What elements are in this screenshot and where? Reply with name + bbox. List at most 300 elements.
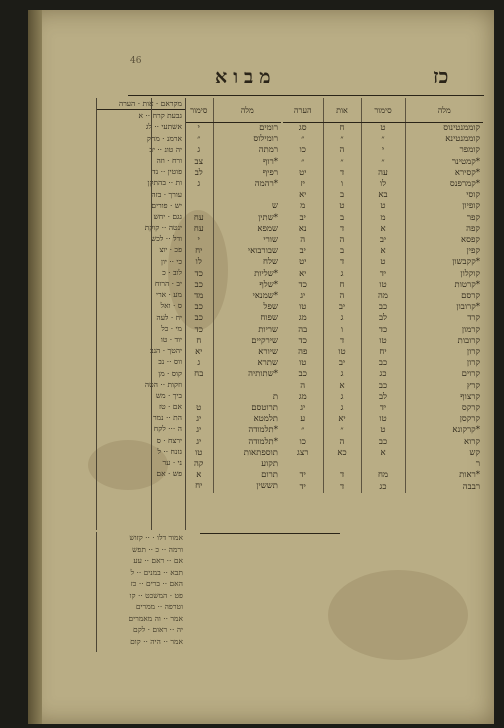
entry-ref: ג [323, 392, 361, 403]
entry-word: שורי [213, 235, 281, 246]
entry-word: קוסי [405, 190, 483, 201]
entry-ref: ״ [361, 134, 405, 145]
entry-ref: יד [299, 470, 306, 481]
entry-ref: יב [323, 302, 361, 313]
entry-ref: ג [323, 269, 361, 280]
entry-word: שיורא [213, 347, 281, 358]
entry-ref: יז [300, 179, 306, 190]
entry-word: שתרא [213, 358, 281, 369]
entry-ref: ט [361, 201, 405, 212]
strip-line: אמר ·· היה ·· קום [130, 636, 183, 646]
table-row [283, 369, 483, 380]
entry-word: קומפר [405, 145, 483, 156]
entry-ref: יד [361, 269, 405, 280]
index-table-left [185, 98, 281, 493]
page-title: מבוא [215, 66, 277, 88]
entry-ref [185, 201, 213, 212]
entry-ref: ד [323, 224, 361, 235]
table-row [283, 190, 483, 201]
entry-ref: טו [361, 414, 405, 425]
table-row [283, 145, 483, 156]
entry-word: שריות [213, 325, 281, 336]
entry-ref: כד [194, 324, 203, 335]
table-row [283, 157, 483, 168]
strip-line: קוס · מן [158, 368, 182, 378]
entry-ref: כב [361, 358, 405, 369]
entry-word: קרקסן [405, 414, 483, 425]
table-row [185, 425, 281, 436]
entry-ref: יח [195, 481, 203, 492]
entry-ref: ה [323, 437, 361, 448]
entry-word: שירקיים [213, 336, 281, 347]
entry-ref: עח [193, 212, 204, 223]
table-row [185, 123, 281, 135]
entry-ref: ״ [323, 425, 361, 436]
table-row [283, 201, 483, 212]
entry-ref: יב [323, 358, 361, 369]
table-row [185, 369, 281, 380]
table-row [283, 425, 483, 436]
entry-ref: ע [300, 414, 306, 425]
entry-ref: כד [194, 268, 203, 279]
strip-line: ינטה ·· קוקת [144, 223, 182, 233]
entry-ref: יג [300, 403, 306, 414]
strip-line: אם ·· ראם ·· עע [133, 556, 183, 565]
entry-ref: מד [194, 291, 204, 302]
table-row [185, 302, 281, 313]
table-row [185, 459, 281, 470]
entry-word: קוקלון [405, 269, 483, 280]
entry-ref: בח [194, 369, 204, 380]
entry-ref: ג [323, 403, 361, 414]
strip-line: לוב · כ [162, 267, 182, 277]
strip-line: יה ·· ראום · לקם [133, 625, 183, 634]
entry-ref: יג [300, 291, 306, 302]
table-row [283, 437, 483, 448]
entry-ref: קה [194, 459, 204, 470]
entry-ref: ב [323, 246, 361, 257]
table-row [283, 246, 483, 257]
entry-word: *תלמודה [213, 425, 281, 436]
strip-line: יב · הרוח [154, 279, 182, 288]
table-row [185, 481, 281, 492]
entry-ref: ח [196, 335, 202, 346]
entry-ref: ג [197, 358, 201, 369]
page-number: כז [433, 64, 449, 88]
entry-ref: כא [323, 448, 361, 459]
entry-ref: כב [361, 437, 405, 448]
strip-line: ני · ער [162, 458, 182, 467]
entry-ref: ו [323, 325, 361, 336]
entry-ref: כב [194, 279, 203, 290]
entry-word: קוממנטינא [405, 134, 483, 145]
entry-ref: ״ [323, 157, 361, 168]
strip-line: יה טונ ·· יב [149, 144, 182, 154]
table-row [283, 482, 483, 493]
table-row [185, 224, 281, 235]
entry-word: שפוח [213, 313, 281, 324]
entry-ref: יא [323, 414, 361, 425]
entry-ref: א [323, 381, 361, 392]
entry-ref: מג [298, 313, 307, 324]
entry-ref: כב [194, 313, 203, 324]
table-row [185, 168, 281, 179]
entry-ref: ט [361, 123, 405, 135]
entry-ref [361, 459, 405, 470]
strip-line: גבעת קרח ·· א [138, 111, 182, 121]
entry-ref: לו [195, 257, 202, 268]
strip-line: הת ·· נמר [153, 413, 182, 423]
table-row [185, 336, 281, 347]
entry-word: קרמון [405, 325, 483, 336]
strip-line: פש · אם [156, 469, 182, 479]
entry-ref: יד [299, 481, 306, 492]
entry-ref: א [361, 246, 405, 257]
adjacent-page-lower-strip [96, 532, 185, 652]
entry-ref [185, 381, 213, 392]
entry-ref: ג [323, 313, 361, 324]
entry-word: קרקס [405, 403, 483, 414]
entry-ref: יב [299, 246, 306, 257]
table-row [283, 280, 483, 291]
strip-line: יוד · טו [160, 334, 182, 344]
entry-ref: סג [298, 123, 307, 133]
entry-ref: ט [323, 201, 361, 212]
table-row [283, 392, 483, 403]
entry-ref: ה [323, 235, 361, 246]
entry-word: שמפא [213, 224, 281, 235]
entry-ref: כד [361, 325, 405, 336]
entry-word: רמתה [213, 145, 281, 156]
strip-line: פכ · יוצ [159, 245, 182, 255]
column-header-word: מלה [405, 98, 483, 123]
entry-word: *קמטינר [405, 157, 483, 168]
strip-line: אמור דלו · ·· קזוש [129, 533, 183, 542]
strip-line: ורמה ·· כ ·· תפש [132, 544, 183, 554]
table-row [283, 470, 483, 481]
entry-ref: טו [299, 302, 307, 313]
strip-line: אשתעי ·· לג [145, 122, 182, 132]
entry-ref: ״ [361, 157, 405, 168]
entry-word: *קרובון [405, 302, 483, 313]
entry-word [213, 381, 281, 392]
entry-ref: ה [300, 235, 306, 246]
strip-line: מי · כל [161, 323, 182, 333]
entry-word: קפסא [405, 235, 483, 246]
entry-ref: ד [323, 257, 361, 268]
table-row [185, 235, 281, 246]
entry-ref: טו [361, 280, 405, 291]
entry-ref: יג [196, 425, 202, 436]
entry-ref: ד [323, 336, 361, 347]
entry-word: *שתותיה [213, 369, 281, 380]
column-header-note: הערה [283, 98, 323, 123]
entry-word: קרסם [405, 291, 483, 302]
table-row [185, 392, 281, 403]
table-row [185, 414, 281, 425]
table-row [283, 448, 483, 459]
entry-ref: יב [361, 235, 405, 246]
entry-ref: ב [323, 213, 361, 224]
entry-ref: ״ [197, 134, 201, 145]
entry-word: *קסירא [405, 168, 483, 179]
entry-word: קרובות [405, 336, 483, 347]
entry-word: תרום [213, 470, 281, 481]
strip-line: ות ·· בהתקן [147, 178, 182, 188]
entry-ref: נא [298, 223, 307, 234]
table-row [185, 291, 281, 302]
entry-word: תששין [213, 481, 281, 492]
entry-ref: לב [361, 313, 405, 324]
table-row [185, 257, 281, 268]
table-row [283, 459, 483, 470]
entry-ref: ט [361, 257, 405, 268]
entry-word: שבורבואי [213, 246, 281, 257]
entry-word: ר [405, 459, 483, 470]
entry-ref: לב [361, 392, 405, 403]
entry-word: רפיף [213, 168, 281, 179]
entry-ref: יד [361, 403, 405, 414]
entry-ref: כב [361, 302, 405, 313]
entry-ref: ״ [323, 134, 361, 145]
strip-line: גגם · יחש [153, 211, 182, 221]
entry-ref [185, 190, 213, 201]
entry-word: קרץ [405, 381, 483, 392]
entry-word: *שתין [213, 213, 281, 224]
entry-ref: י [361, 145, 405, 156]
strip-line: עורך · בזה [151, 189, 182, 199]
table-row [283, 235, 483, 246]
entry-word: *קקבשון [405, 257, 483, 268]
entry-ref: כג [361, 482, 405, 493]
strip-line: ווס ·· נב [158, 357, 182, 367]
strip-line: כי ·· יון [161, 256, 182, 266]
entry-ref: ג [197, 179, 201, 190]
entry-ref: יג [196, 436, 202, 447]
table-row [185, 313, 281, 324]
strip-line: גזנח ·· ל [157, 446, 182, 456]
table-row [185, 437, 281, 448]
entry-ref: ה [323, 145, 361, 156]
table-row [283, 403, 483, 414]
table-row [283, 291, 483, 302]
entry-ref: ח [323, 280, 361, 291]
strip-line: יהטך · הנב [149, 346, 182, 356]
strip-line: ביך · מש [155, 390, 182, 400]
table-row [283, 179, 483, 190]
entry-ref: יח [195, 246, 203, 257]
entry-word: קרון [405, 347, 483, 358]
entry-ref [283, 459, 323, 470]
entry-word: *קמרפנס [405, 179, 483, 190]
entry-ref: ג [323, 369, 361, 380]
entry-word: רומילוס [213, 134, 281, 145]
entry-word: תרוטסם [213, 403, 281, 414]
entry-ref: עה [361, 168, 405, 179]
table-row [283, 414, 483, 425]
entry-ref: א [361, 224, 405, 235]
table-row [185, 201, 281, 212]
entry-ref: יג [196, 414, 202, 425]
entry-word: *רהמה [213, 179, 281, 190]
table-row [283, 358, 483, 369]
entry-word: קש [405, 448, 483, 459]
table-row [185, 246, 281, 257]
entry-ref: יא [299, 190, 307, 201]
entry-ref: ג [197, 145, 201, 156]
entry-ref: ט [196, 403, 202, 414]
entry-word: תקוע [213, 459, 281, 470]
table-row [283, 347, 483, 358]
entry-word: שפל [213, 302, 281, 313]
index-table-right [283, 98, 483, 493]
strip-line: ורח · וזה [156, 155, 182, 165]
strip-line: יש · פורים [151, 200, 182, 210]
strip-line: ארמנ · מחק [146, 133, 182, 143]
entry-word: קרוא [405, 437, 483, 448]
entry-ref: ״ [301, 156, 305, 167]
entry-word: רבבה [405, 482, 483, 493]
entry-ref: י [197, 235, 200, 246]
entry-ref: רצג [297, 447, 309, 458]
entry-ref: כו [299, 436, 306, 447]
column-header-symbol: סימור [361, 98, 405, 123]
table-row [185, 190, 281, 201]
entry-ref [323, 459, 361, 470]
strip-line: ה ··· לקח [153, 424, 182, 434]
strip-line: תבא ·· במנים ·· ל [130, 567, 183, 577]
entry-ref: מ [361, 213, 405, 224]
entry-ref: כד [298, 335, 307, 346]
table-row [283, 123, 483, 135]
entry-ref: יא [299, 268, 307, 279]
entry-ref: כב [194, 302, 203, 313]
entry-word: *שמנאי [213, 291, 281, 302]
entry-word: *קרטות [405, 280, 483, 291]
strip-line: יח · לעה [156, 312, 182, 322]
entry-ref: טו [323, 347, 361, 358]
adjacent-page-strip [96, 98, 186, 530]
entry-ref: עח [193, 223, 204, 234]
entry-ref: ה [300, 380, 306, 391]
entry-word: קפין [405, 246, 483, 257]
entry-word: ת [213, 392, 281, 403]
entry-ref: א [196, 470, 202, 481]
entry-ref: יח [361, 347, 405, 358]
entry-ref: כב [298, 369, 307, 380]
table-row [185, 157, 281, 168]
page-spine [28, 10, 42, 724]
entry-ref: מג [298, 391, 307, 402]
entry-word [213, 190, 281, 201]
entry-ref: בה [298, 324, 308, 335]
entry-word: קפה [405, 224, 483, 235]
entry-ref: ״ [301, 134, 305, 145]
table-row [185, 145, 281, 156]
entry-ref: ״ [301, 425, 305, 436]
entry-ref: ח [323, 123, 361, 135]
entry-word: *ראות [405, 470, 483, 481]
entry-ref: יא [195, 347, 203, 358]
entry-ref: ה [323, 291, 361, 302]
entry-ref: לו [361, 179, 405, 190]
entry-ref: מ [300, 201, 306, 212]
entry-word: *רוף [213, 157, 281, 168]
table-row [283, 381, 483, 392]
entry-ref: מה [361, 291, 405, 302]
entry-word: תלמטא [213, 414, 281, 425]
column-header-word: מלה [213, 98, 281, 123]
strip-line: ס · ואל [160, 301, 182, 311]
entry-ref: פה [298, 347, 308, 358]
header-rule [128, 95, 484, 96]
entry-word: קרצוף [405, 392, 483, 403]
footnote-rule [200, 533, 340, 534]
table-row [185, 403, 281, 414]
entry-ref: י [197, 123, 200, 133]
table-row [283, 257, 483, 268]
table-row [185, 269, 281, 280]
column-header-letter: אות [323, 98, 361, 123]
entry-word: *שליות [213, 269, 281, 280]
table-row [185, 325, 281, 336]
entry-ref: ד [323, 482, 361, 493]
strip-line: אמר ·· וה מאמרים [128, 613, 183, 623]
strip-line: פוטין ·· נד [152, 167, 182, 177]
entry-word: קרוים [405, 369, 483, 380]
entry-ref: ו [323, 179, 361, 190]
table-row [283, 224, 483, 235]
strip-line: מע · ארי [156, 290, 182, 300]
entry-ref: טו [195, 447, 203, 458]
entry-ref: לב [194, 167, 203, 178]
table-row [283, 325, 483, 336]
entry-ref: יב [299, 212, 306, 223]
entry-ref: כג [361, 369, 405, 380]
entry-ref: טו [299, 358, 307, 369]
entry-word: קוממנטינוס [405, 123, 483, 135]
entry-word: תוספתאות [213, 448, 281, 459]
table-row [185, 179, 281, 190]
entry-word: *קרקונא [405, 425, 483, 436]
entry-word: רומים [213, 123, 281, 135]
pencil-annotation: 46 [130, 56, 142, 66]
entry-word: קפר [405, 213, 483, 224]
entry-ref: ט [361, 425, 405, 436]
entry-word: *שלף [213, 280, 281, 291]
strip-line: ודל ·· לכש [150, 234, 182, 244]
entry-ref: בא [361, 190, 405, 201]
strip-line: ירצח · ס [156, 435, 182, 445]
table-row [283, 168, 483, 179]
strip-line: וטרפה ·· ממרים [135, 602, 183, 611]
table-row [185, 134, 281, 145]
strip-line: וזקות ·· הטה [144, 379, 182, 389]
entry-word: קופיון [405, 201, 483, 212]
strip-line: אם · טז [159, 402, 182, 412]
table-row [283, 269, 483, 280]
entry-word: ש [213, 201, 281, 212]
entry-ref: כד [298, 279, 307, 290]
entry-ref: ד [323, 168, 361, 179]
entry-ref: מח [361, 470, 405, 481]
entry-ref: ד [323, 470, 361, 481]
entry-word: קרון [405, 358, 483, 369]
entry-ref: טו [361, 336, 405, 347]
table-row [185, 358, 281, 369]
entry-ref: כו [299, 145, 306, 156]
strip-line: פט · המשכט ·· קו [129, 590, 183, 600]
